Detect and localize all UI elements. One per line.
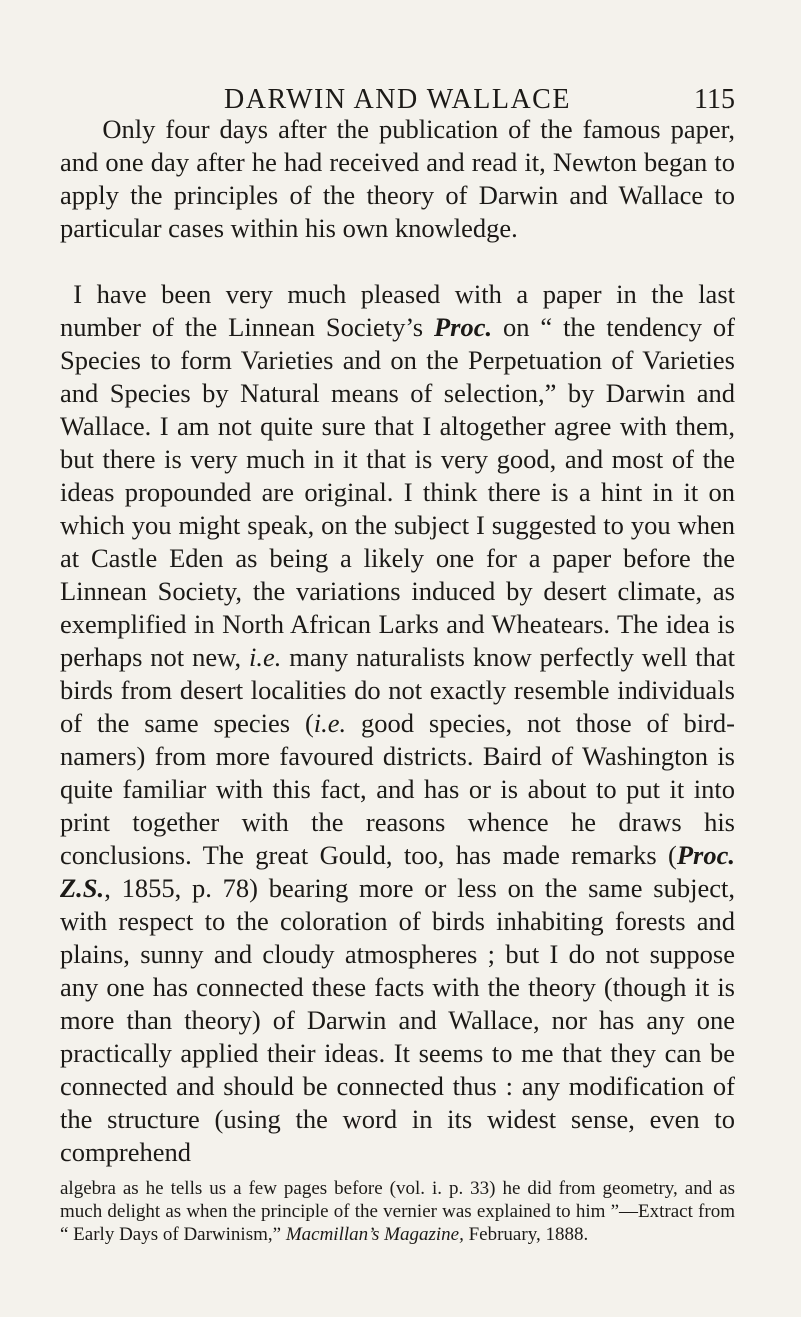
footnote (60, 1177, 735, 1246)
magazine-italic: Macmillan’s Magazine, (285, 1224, 464, 1245)
text-span: good species, not those of bird-namers) from more favoured districts. Baird of Washington is quite familiar with this fact, and has or is about to put it into print together with the reasons whence he draws his conclusions. The great Gould, too, has made remarks ( (60, 708, 735, 870)
paragraph-intro: Only four days after the publication of the famous paper, and one day after he had received and read it, Newton began to apply the principles of the theory of Darwin and Wallace to particular cases within his own knowledge. (60, 114, 735, 243)
proc-italic: Proc. (433, 312, 493, 342)
footnote-text: February, 1888. (463, 1224, 589, 1245)
footnote-text: algebra as he tells us a few pages before (vol. i. p. 33) he did from geometry, and as much delight as when the principle of the vernier was explained to him ”—Extract from “ Early Days of Darwinism,” (60, 1178, 735, 1245)
text-span: I have been very much pleased with a paper in the last number of the Linnean Society’s (60, 279, 735, 342)
paragraph-letter-quote (60, 278, 735, 1169)
ie-italic: i.e. (249, 642, 282, 672)
text-span: many naturalists know perfectly well that birds from desert localities do not exactly resemble individuals of the same species ( (60, 642, 735, 738)
proc-zs-italic: Proc. Z.S. (60, 840, 735, 903)
page-number: 115 (694, 84, 735, 115)
text-span: , 1855, p. 78) bearing more or less on the same subject, with respect to the coloration of birds inhabiting forests and plains, sunny and cloudy atmospheres ; but I do not suppose any one has connected these facts with the theory (though it is more than theory) of Darwin and Wallace, nor has any one practically applied their ideas. It seems to me that they can be connected and should be connected thus : any modification of the structure (using the word in its widest sense, even to comprehend (60, 873, 735, 1167)
text-span: on “ the tendency of Species to form Varieties and on the Perpetuation of Varieties and Species by Natural means of selection,” by Darwin and Wallace. I am not quite sure that I altogether agree with them, but there is very much in it that is very good, and most of the ideas propounded are original. I think there is a hint in it on which you might speak, on the subject I suggested to you when at Castle Eden as being a likely one for a paper before the Linnean Society, the variations induced by desert climate, as exemplified in North African Larks and Wheatears. The idea is perhaps not new, (60, 312, 735, 672)
ie-italic: i.e. (313, 708, 347, 738)
running-title: DARWIN AND WALLACE (224, 84, 571, 115)
body-text (60, 113, 735, 1246)
